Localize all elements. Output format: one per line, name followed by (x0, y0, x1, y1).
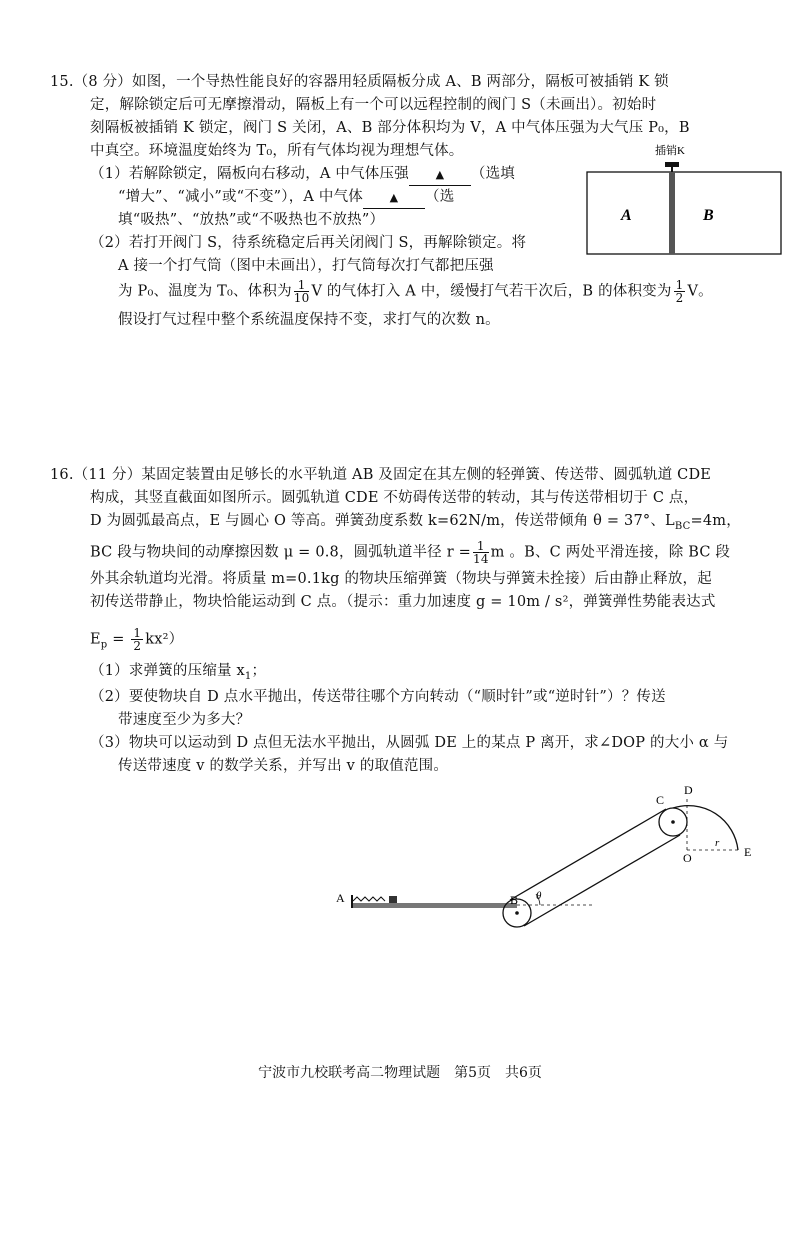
q15-part2-line-1: （2）若打开阀门 S，待系统稳定后再关闭阀门 S，再解除锁定。将 (90, 235, 527, 251)
q15-part1-line-3: 填“吸热”、“放热”或“不吸热也不放热”） (118, 212, 385, 228)
container-box (587, 172, 781, 254)
q15-part1-line-1 (90, 164, 515, 186)
point-e-label: E (744, 845, 752, 859)
horizontal-track (352, 903, 517, 908)
spring (353, 897, 385, 901)
q16-line-3 (90, 511, 741, 537)
belt-top (510, 809, 666, 900)
q16-line-3b: =4m， (690, 513, 741, 529)
q15-part2-text-a: 为 P₀、温度为 T₀、体积为 (118, 283, 292, 300)
q15-part1-text-d: （选 (425, 189, 455, 205)
q16-part3-line-1: （3）物块可以运动到 D 点但无法水平抛出，从圆弧 DE 上的某点 P 离开，求∠DOP 的大小 α 与 (90, 735, 729, 751)
subscript-bc: BC (674, 520, 691, 532)
pin-k-label: 插销K (655, 145, 685, 157)
fraction-1-14: $\frac{1}{14}$ (473, 539, 489, 566)
page-footer: 宁波市九校联考高二物理试题 第5页 共6页 (258, 1065, 542, 1081)
q15-part2-line-2: A 接一个打气筒（图中未画出），打气筒每次打气都把压强 (118, 258, 494, 274)
q15-line-4: 中真空。环境温度始终为 T₀，所有气体均视为理想气体。 (90, 143, 464, 159)
q16-line-4 (90, 540, 730, 565)
q16-part1: （1）求弹簧的压缩量 $x_1$； (90, 663, 267, 682)
point-d-label: D (684, 783, 693, 797)
q15-part1-text-a: （1）若解除锁定，隔板向右移动，A 中气体压强 (90, 166, 409, 182)
point-c-label: C (656, 793, 665, 807)
q16-line-4b: m 。B、C 两处平滑连接，除 BC 段 (490, 544, 731, 561)
q15-part2-line-3 (118, 279, 713, 304)
q16-line-3a: D 为圆弧最高点，E 与圆心 O 等高。弹簧劲度系数 k=62N/m，传送带倾角 θ = 37°、L (90, 513, 675, 529)
q16-line-6: 初传送带静止，物块恰能运动到 C 点。（提示：重力加速度 g = 10m / s²，弹簧弹性势能表达式 (90, 594, 716, 610)
q15-part2-text-c: V。 (687, 283, 713, 300)
q15-part2-line-4: 假设打气过程中整个系统温度保持不变，求打气的次数 n。 (118, 312, 500, 328)
q16-line-2: 构成，其竖直截面如图所示。圆弧轨道 CDE 不妨碍传送带的转动，其与传送带相切于 C 点， (90, 490, 699, 506)
q16-line-4a: BC 段与物块间的动摩擦因数 μ = 0.8，圆弧轨道半径 r = (90, 544, 471, 561)
block (389, 896, 397, 903)
belt-bottom (524, 835, 680, 926)
q16-part2-line-1: （2）要使物块自 D 点水平抛出，传送带往哪个方向转动（“顺时针”或“逆时针”）？传送 (90, 689, 666, 705)
radius-label: r (715, 837, 720, 849)
conveyor-figure (330, 780, 770, 940)
spring-energy-formula: $E_p$ = $\frac{1}{2}$ kx²） (90, 626, 184, 653)
point-a-label: A (336, 891, 345, 905)
q16-part2-line-2: 带速度至少为多大？ (118, 712, 251, 728)
q15-line-3: 刻隔板被插销 K 锁定，阀门 S 关闭，A、B 部分体积均为 V，A 中气体压强为大气压 P₀，B (90, 120, 690, 136)
q15-line-2: 定，解除锁定后可无摩擦滑动，隔板上有一个可以远程控制的阀门 S（未画出）。初始时 (90, 97, 657, 113)
q16-part3-line-2: 传送带速度 v 的数学关系，并写出 v 的取值范围。 (118, 758, 449, 774)
partition-plate (669, 172, 675, 254)
q16-line-1: 16.（11 分）某固定装置由足够长的水平轨道 AB 及固定在其左侧的轻弹簧、传送带、圆弧轨道 CDE (50, 467, 712, 483)
container-figure (585, 140, 785, 260)
point-o-label: O (683, 851, 692, 865)
q15-line-1: 15.（8 分）如图，一个导热性能良好的容器用轻质隔板分成 A、B 两部分，隔板可被插销 K 锁 (50, 74, 669, 90)
theta-label: θ (536, 890, 542, 902)
fraction-1-2-energy: $\frac{1}{2}$ (133, 626, 142, 653)
q15-part1-text-c: “增大”、“减小”或“不变”），A 中气体 (118, 189, 364, 205)
chamber-b-label: B (703, 207, 714, 224)
fraction-1-10: $\frac{1}{10}$ (293, 278, 310, 305)
q16-line-5: 外其余轨道均光滑。将质量 m=0.1kg 的物块压缩弹簧（物块与弹簧未拴接）后由静止释放，起 (90, 571, 712, 587)
chamber-a-label: A (621, 207, 632, 224)
q15-part1-line-2 (118, 187, 454, 209)
fraction-1-2: $\frac{1}{2}$ (675, 278, 684, 305)
point-b-label: B (510, 893, 519, 907)
q15-part2-text-b: V 的气体打入 A 中，缓慢打气若干次后，B 的体积变为 (311, 283, 672, 300)
answer-blank-1: ▲ (409, 165, 471, 186)
answer-blank-2: ▲ (363, 188, 425, 209)
q15-part1-text-b: （选填 (470, 166, 516, 182)
